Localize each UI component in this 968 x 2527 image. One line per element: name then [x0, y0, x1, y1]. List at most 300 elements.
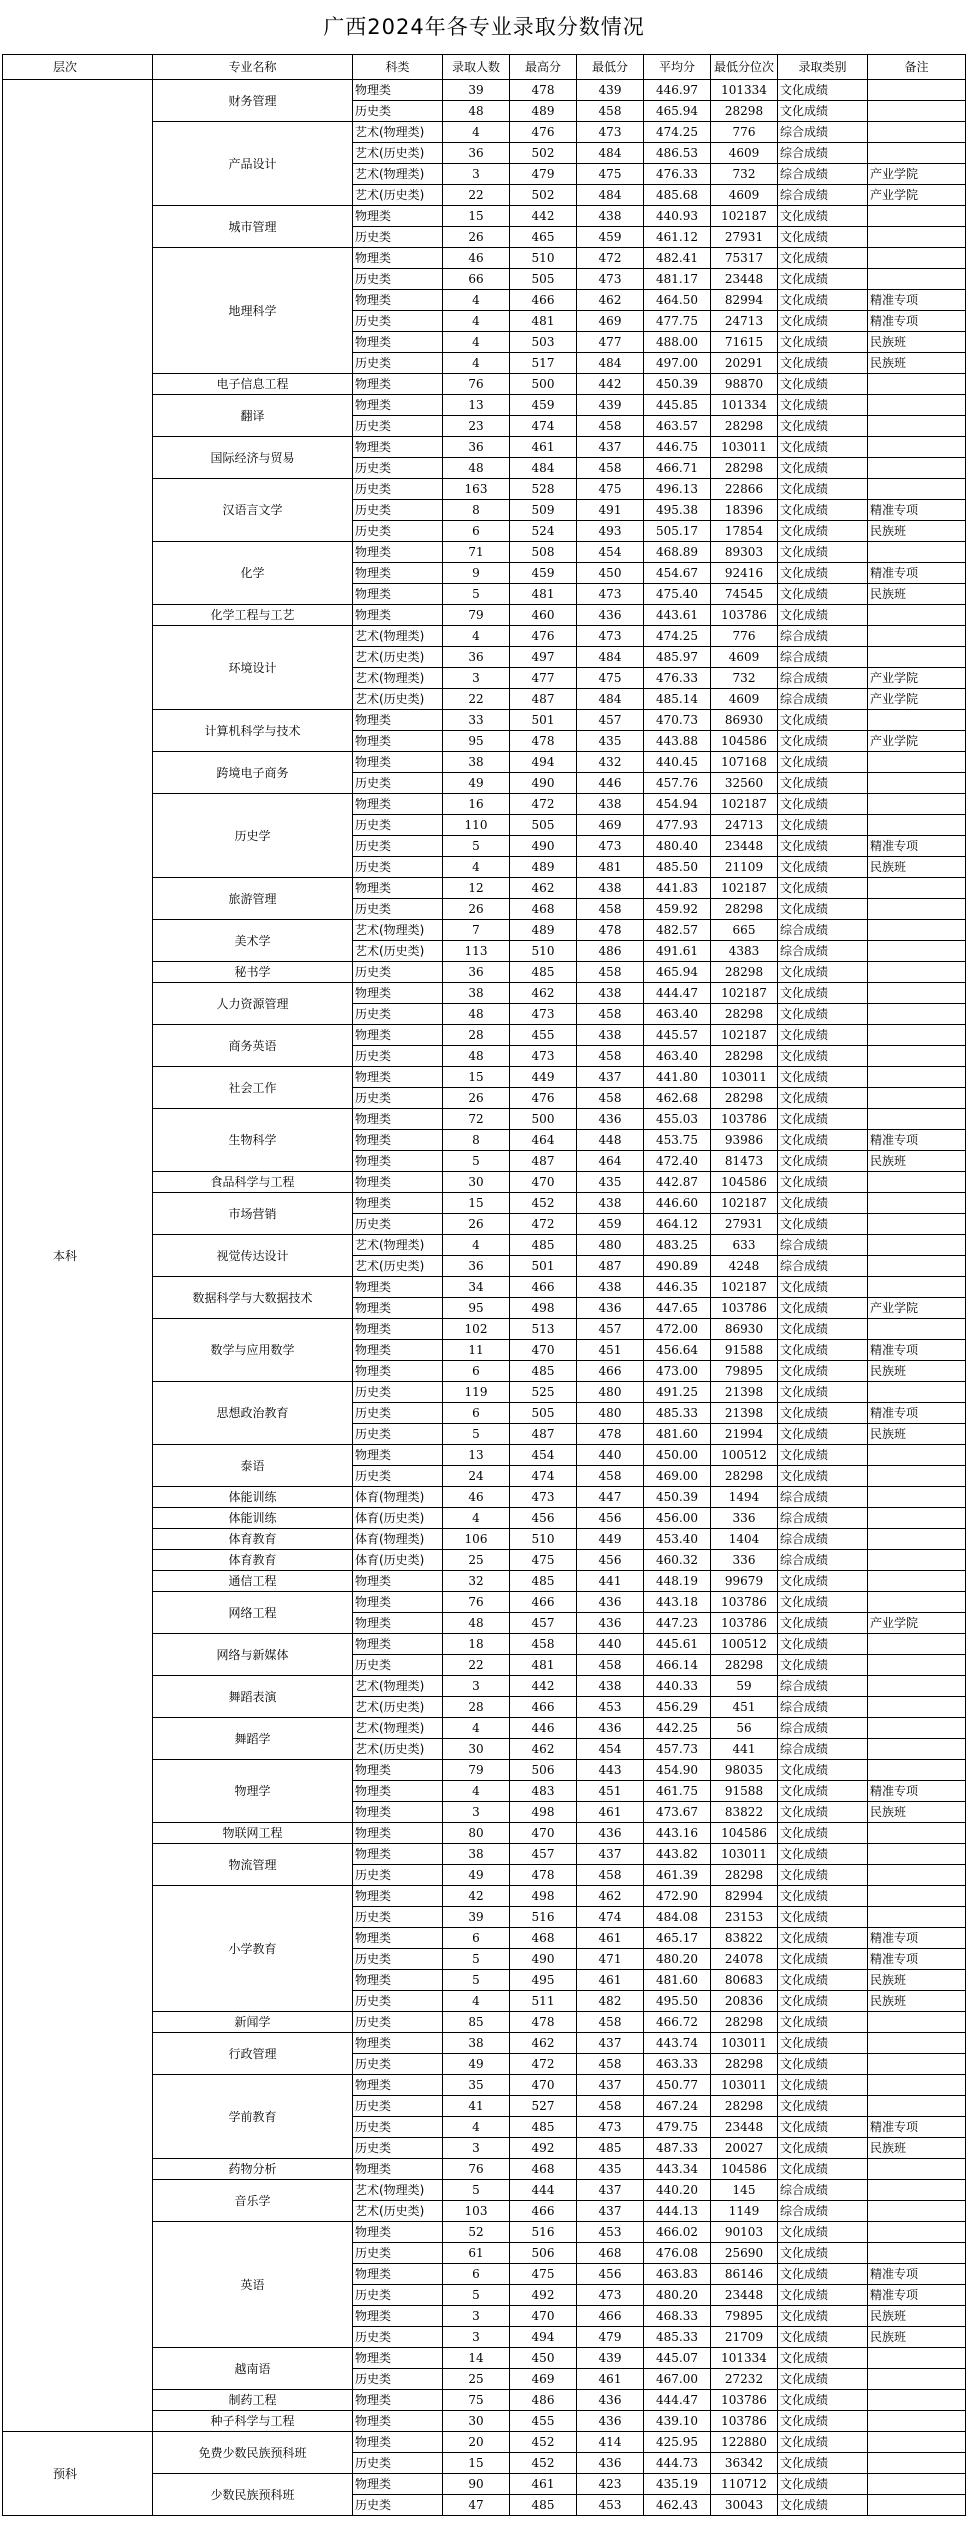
- subject-cell: 艺术(历史类): [353, 1697, 443, 1718]
- min-score-cell: 484: [577, 647, 644, 668]
- major-name-cell: 汉语言文学: [153, 479, 353, 542]
- category-cell: 文化成绩: [778, 1025, 868, 1046]
- avg-score-cell: 443.18: [644, 1592, 711, 1613]
- avg-score-cell: 446.75: [644, 437, 711, 458]
- count-cell: 22: [443, 185, 510, 206]
- count-cell: 4: [443, 1781, 510, 1802]
- note-cell: [868, 1382, 966, 1403]
- category-cell: 文化成绩: [778, 1382, 868, 1403]
- min-rank-cell: 32560: [711, 773, 778, 794]
- avg-score-cell: 467.24: [644, 2096, 711, 2117]
- min-score-cell: 493: [577, 521, 644, 542]
- note-cell: 精准专项: [868, 1928, 966, 1949]
- subject-cell: 历史类: [353, 311, 443, 332]
- subject-cell: 物理类: [353, 752, 443, 773]
- avg-score-cell: 490.89: [644, 1256, 711, 1277]
- avg-score-cell: 443.16: [644, 1823, 711, 1844]
- subject-cell: 艺术(物理类): [353, 122, 443, 143]
- major-name-cell: 舞蹈表演: [153, 1676, 353, 1718]
- min-rank-cell: 103011: [711, 1844, 778, 1865]
- count-cell: 4: [443, 1718, 510, 1739]
- min-score-cell: 450: [577, 563, 644, 584]
- min-score-cell: 437: [577, 437, 644, 458]
- min-score-cell: 472: [577, 248, 644, 269]
- major-name-cell: 地理科学: [153, 248, 353, 374]
- min-rank-cell: 107168: [711, 752, 778, 773]
- subject-cell: 艺术(历史类): [353, 2201, 443, 2222]
- note-cell: [868, 2474, 966, 2495]
- avg-score-cell: 443.82: [644, 1844, 711, 1865]
- min-rank-cell: 17854: [711, 521, 778, 542]
- avg-score-cell: 450.00: [644, 1445, 711, 1466]
- avg-score-cell: 456.29: [644, 1697, 711, 1718]
- category-cell: 文化成绩: [778, 206, 868, 227]
- min-score-cell: 475: [577, 164, 644, 185]
- min-rank-cell: 104586: [711, 1823, 778, 1844]
- category-cell: 文化成绩: [778, 2369, 868, 2390]
- max-score-cell: 517: [510, 353, 577, 374]
- note-cell: [868, 122, 966, 143]
- subject-cell: 历史类: [353, 2285, 443, 2306]
- count-cell: 4: [443, 2117, 510, 2138]
- avg-score-cell: 474.25: [644, 122, 711, 143]
- avg-score-cell: 439.10: [644, 2411, 711, 2432]
- category-cell: 综合成绩: [778, 1529, 868, 1550]
- min-rank-cell: 665: [711, 920, 778, 941]
- subject-cell: 物理类: [353, 1760, 443, 1781]
- max-score-cell: 510: [510, 248, 577, 269]
- min-rank-cell: 28298: [711, 1466, 778, 1487]
- category-cell: 文化成绩: [778, 248, 868, 269]
- count-cell: 49: [443, 1865, 510, 1886]
- min-rank-cell: 21994: [711, 1424, 778, 1445]
- category-cell: 文化成绩: [778, 2411, 868, 2432]
- note-cell: [868, 773, 966, 794]
- max-score-cell: 475: [510, 1550, 577, 1571]
- min-rank-cell: 4609: [711, 143, 778, 164]
- avg-score-cell: 466.72: [644, 2012, 711, 2033]
- min-score-cell: 480: [577, 1403, 644, 1424]
- max-score-cell: 524: [510, 521, 577, 542]
- note-cell: [868, 710, 966, 731]
- category-cell: 文化成绩: [778, 2264, 868, 2285]
- avg-score-cell: 442.25: [644, 1718, 711, 1739]
- subject-cell: 艺术(物理类): [353, 2180, 443, 2201]
- note-cell: [868, 2075, 966, 2096]
- major-name-cell: 视觉传达设计: [153, 1235, 353, 1277]
- max-score-cell: 452: [510, 1193, 577, 1214]
- count-cell: 15: [443, 2453, 510, 2474]
- min-score-cell: 436: [577, 605, 644, 626]
- avg-score-cell: 476.33: [644, 668, 711, 689]
- note-cell: 精准专项: [868, 2117, 966, 2138]
- count-cell: 5: [443, 1949, 510, 1970]
- category-cell: 综合成绩: [778, 1718, 868, 1739]
- min-rank-cell: 451: [711, 1697, 778, 1718]
- count-cell: 6: [443, 521, 510, 542]
- note-cell: [868, 1235, 966, 1256]
- count-cell: 9: [443, 563, 510, 584]
- subject-cell: 物理类: [353, 1781, 443, 1802]
- min-rank-cell: 103786: [711, 1613, 778, 1634]
- min-score-cell: 473: [577, 836, 644, 857]
- note-cell: 精准专项: [868, 563, 966, 584]
- header-note: 备注: [868, 55, 966, 80]
- min-rank-cell: 27931: [711, 227, 778, 248]
- count-cell: 4: [443, 626, 510, 647]
- avg-score-cell: 444.47: [644, 983, 711, 1004]
- category-cell: 文化成绩: [778, 1403, 868, 1424]
- note-cell: 产业学院: [868, 668, 966, 689]
- max-score-cell: 476: [510, 626, 577, 647]
- subject-cell: 物理类: [353, 395, 443, 416]
- max-score-cell: 490: [510, 836, 577, 857]
- subject-cell: 物理类: [353, 1886, 443, 1907]
- min-rank-cell: 20291: [711, 353, 778, 374]
- category-cell: 文化成绩: [778, 2432, 868, 2453]
- note-cell: [868, 2033, 966, 2054]
- avg-score-cell: 443.74: [644, 2033, 711, 2054]
- avg-score-cell: 468.33: [644, 2306, 711, 2327]
- note-cell: [868, 1571, 966, 1592]
- count-cell: 3: [443, 668, 510, 689]
- major-name-cell: 食品科学与工程: [153, 1172, 353, 1193]
- min-score-cell: 439: [577, 2348, 644, 2369]
- avg-score-cell: 454.94: [644, 794, 711, 815]
- category-cell: 文化成绩: [778, 500, 868, 521]
- max-score-cell: 478: [510, 2012, 577, 2033]
- avg-score-cell: 485.14: [644, 689, 711, 710]
- note-cell: 民族班: [868, 1991, 966, 2012]
- category-cell: 文化成绩: [778, 962, 868, 983]
- max-score-cell: 460: [510, 605, 577, 626]
- subject-cell: 历史类: [353, 1655, 443, 1676]
- max-score-cell: 457: [510, 1844, 577, 1865]
- min-rank-cell: 4383: [711, 941, 778, 962]
- subject-cell: 历史类: [353, 2012, 443, 2033]
- max-score-cell: 502: [510, 143, 577, 164]
- min-score-cell: 436: [577, 1613, 644, 1634]
- max-score-cell: 501: [510, 1256, 577, 1277]
- subject-cell: 艺术(物理类): [353, 626, 443, 647]
- count-cell: 36: [443, 1256, 510, 1277]
- subject-cell: 历史类: [353, 1382, 443, 1403]
- table-row: [3, 80, 966, 101]
- avg-score-cell: 485.50: [644, 857, 711, 878]
- max-score-cell: 466: [510, 290, 577, 311]
- subject-cell: 历史类: [353, 1424, 443, 1445]
- category-cell: 文化成绩: [778, 773, 868, 794]
- major-name-cell: 数学与应用数学: [153, 1319, 353, 1382]
- min-score-cell: 461: [577, 2369, 644, 2390]
- count-cell: 71: [443, 542, 510, 563]
- avg-score-cell: 442.87: [644, 1172, 711, 1193]
- major-name-cell: 物流管理: [153, 1844, 353, 1886]
- note-cell: [868, 1466, 966, 1487]
- max-score-cell: 473: [510, 1487, 577, 1508]
- min-rank-cell: 28298: [711, 962, 778, 983]
- min-score-cell: 484: [577, 689, 644, 710]
- avg-score-cell: 425.95: [644, 2432, 711, 2453]
- category-cell: 文化成绩: [778, 1865, 868, 1886]
- category-cell: 综合成绩: [778, 164, 868, 185]
- major-name-cell: 数据科学与大数据技术: [153, 1277, 353, 1319]
- subject-cell: 历史类: [353, 1046, 443, 1067]
- min-rank-cell: 103011: [711, 2033, 778, 2054]
- max-score-cell: 505: [510, 815, 577, 836]
- subject-cell: 历史类: [353, 2138, 443, 2159]
- min-score-cell: 438: [577, 1193, 644, 1214]
- max-score-cell: 510: [510, 1529, 577, 1550]
- category-cell: 文化成绩: [778, 2012, 868, 2033]
- subject-cell: 物理类: [353, 1130, 443, 1151]
- avg-score-cell: 481.17: [644, 269, 711, 290]
- min-score-cell: 458: [577, 962, 644, 983]
- max-score-cell: 474: [510, 416, 577, 437]
- subject-cell: 艺术(物理类): [353, 920, 443, 941]
- note-cell: [868, 1277, 966, 1298]
- max-score-cell: 490: [510, 1949, 577, 1970]
- min-rank-cell: 21709: [711, 2327, 778, 2348]
- subject-cell: 历史类: [353, 2243, 443, 2264]
- avg-score-cell: 441.83: [644, 878, 711, 899]
- min-rank-cell: 82994: [711, 290, 778, 311]
- subject-cell: 历史类: [353, 1466, 443, 1487]
- subject-cell: 物理类: [353, 710, 443, 731]
- count-cell: 41: [443, 2096, 510, 2117]
- count-cell: 5: [443, 836, 510, 857]
- major-name-cell: 秘书学: [153, 962, 353, 983]
- max-score-cell: 470: [510, 1172, 577, 1193]
- count-cell: 76: [443, 374, 510, 395]
- count-cell: 5: [443, 1424, 510, 1445]
- avg-score-cell: 482.57: [644, 920, 711, 941]
- min-rank-cell: 103786: [711, 2411, 778, 2432]
- count-cell: 25: [443, 2369, 510, 2390]
- min-score-cell: 473: [577, 626, 644, 647]
- min-rank-cell: 102187: [711, 206, 778, 227]
- category-cell: 文化成绩: [778, 290, 868, 311]
- avg-score-cell: 445.57: [644, 1025, 711, 1046]
- major-name-cell: 商务英语: [153, 1025, 353, 1067]
- category-cell: 文化成绩: [778, 815, 868, 836]
- min-rank-cell: 4248: [711, 1256, 778, 1277]
- note-cell: 产业学院: [868, 731, 966, 752]
- note-cell: [868, 2432, 966, 2453]
- max-score-cell: 492: [510, 2285, 577, 2306]
- max-score-cell: 442: [510, 1676, 577, 1697]
- note-cell: [868, 752, 966, 773]
- count-cell: 49: [443, 773, 510, 794]
- max-score-cell: 489: [510, 101, 577, 122]
- count-cell: 163: [443, 479, 510, 500]
- max-score-cell: 478: [510, 731, 577, 752]
- subject-cell: 历史类: [353, 521, 443, 542]
- category-cell: 综合成绩: [778, 2201, 868, 2222]
- major-name-cell: 市场营销: [153, 1193, 353, 1235]
- category-cell: 文化成绩: [778, 1634, 868, 1655]
- min-rank-cell: 103786: [711, 1298, 778, 1319]
- note-cell: 民族班: [868, 584, 966, 605]
- category-cell: 文化成绩: [778, 1424, 868, 1445]
- min-score-cell: 478: [577, 920, 644, 941]
- subject-cell: 体育(物理类): [353, 1487, 443, 1508]
- min-rank-cell: 103011: [711, 437, 778, 458]
- max-score-cell: 505: [510, 1403, 577, 1424]
- min-rank-cell: 80683: [711, 1970, 778, 1991]
- avg-score-cell: 444.47: [644, 2390, 711, 2411]
- min-rank-cell: 122880: [711, 2432, 778, 2453]
- note-cell: [868, 962, 966, 983]
- note-cell: [868, 647, 966, 668]
- count-cell: 5: [443, 2285, 510, 2306]
- category-cell: 文化成绩: [778, 416, 868, 437]
- max-score-cell: 452: [510, 2453, 577, 2474]
- category-cell: 文化成绩: [778, 332, 868, 353]
- note-cell: 民族班: [868, 1802, 966, 1823]
- category-cell: 文化成绩: [778, 794, 868, 815]
- min-rank-cell: 86930: [711, 710, 778, 731]
- subject-cell: 物理类: [353, 2159, 443, 2180]
- subject-cell: 物理类: [353, 605, 443, 626]
- avg-score-cell: 443.88: [644, 731, 711, 752]
- min-score-cell: 438: [577, 1676, 644, 1697]
- header-avg: 平均分: [644, 55, 711, 80]
- avg-score-cell: 443.61: [644, 605, 711, 626]
- min-score-cell: 423: [577, 2474, 644, 2495]
- max-score-cell: 513: [510, 1319, 577, 1340]
- subject-cell: 物理类: [353, 2411, 443, 2432]
- count-cell: 28: [443, 1025, 510, 1046]
- max-score-cell: 462: [510, 1739, 577, 1760]
- min-rank-cell: 100512: [711, 1634, 778, 1655]
- subject-cell: 物理类: [353, 1277, 443, 1298]
- count-cell: 48: [443, 1046, 510, 1067]
- min-score-cell: 475: [577, 668, 644, 689]
- min-score-cell: 458: [577, 899, 644, 920]
- note-cell: [868, 1487, 966, 1508]
- major-name-cell: 药物分析: [153, 2159, 353, 2180]
- count-cell: 4: [443, 353, 510, 374]
- note-cell: [868, 626, 966, 647]
- max-score-cell: 511: [510, 1991, 577, 2012]
- avg-score-cell: 465.94: [644, 101, 711, 122]
- major-name-cell: 新闻学: [153, 2012, 353, 2033]
- max-score-cell: 457: [510, 1613, 577, 1634]
- major-name-cell: 生物科学: [153, 1109, 353, 1172]
- min-score-cell: 437: [577, 2033, 644, 2054]
- note-cell: [868, 1634, 966, 1655]
- avg-score-cell: 482.41: [644, 248, 711, 269]
- avg-score-cell: 470.73: [644, 710, 711, 731]
- max-score-cell: 466: [510, 1697, 577, 1718]
- note-cell: [868, 206, 966, 227]
- min-score-cell: 437: [577, 2201, 644, 2222]
- category-cell: 文化成绩: [778, 1361, 868, 1382]
- max-score-cell: 481: [510, 584, 577, 605]
- note-cell: 民族班: [868, 1361, 966, 1382]
- min-rank-cell: 28298: [711, 101, 778, 122]
- category-cell: 文化成绩: [778, 2096, 868, 2117]
- min-rank-cell: 74545: [711, 584, 778, 605]
- note-cell: [868, 941, 966, 962]
- subject-cell: 物理类: [353, 1844, 443, 1865]
- category-cell: 文化成绩: [778, 1046, 868, 1067]
- note-cell: [868, 1697, 966, 1718]
- major-name-cell: 财务管理: [153, 80, 353, 122]
- max-score-cell: 487: [510, 689, 577, 710]
- min-score-cell: 466: [577, 1361, 644, 1382]
- count-cell: 8: [443, 500, 510, 521]
- max-score-cell: 494: [510, 752, 577, 773]
- min-score-cell: 458: [577, 2096, 644, 2117]
- count-cell: 7: [443, 920, 510, 941]
- max-score-cell: 501: [510, 710, 577, 731]
- min-score-cell: 446: [577, 773, 644, 794]
- avg-score-cell: 461.75: [644, 1781, 711, 1802]
- major-name-cell: 历史学: [153, 794, 353, 878]
- min-score-cell: 453: [577, 2495, 644, 2516]
- note-cell: [868, 1025, 966, 1046]
- avg-score-cell: 473.00: [644, 1361, 711, 1382]
- subject-cell: 历史类: [353, 857, 443, 878]
- category-cell: 综合成绩: [778, 1235, 868, 1256]
- note-cell: [868, 395, 966, 416]
- max-score-cell: 494: [510, 2327, 577, 2348]
- note-cell: [868, 815, 966, 836]
- min-rank-cell: 145: [711, 2180, 778, 2201]
- count-cell: 61: [443, 2243, 510, 2264]
- subject-cell: 艺术(历史类): [353, 647, 443, 668]
- min-rank-cell: 83822: [711, 1802, 778, 1823]
- min-score-cell: 473: [577, 2285, 644, 2306]
- count-cell: 46: [443, 248, 510, 269]
- max-score-cell: 470: [510, 1823, 577, 1844]
- min-score-cell: 458: [577, 1655, 644, 1676]
- avg-score-cell: 441.80: [644, 1067, 711, 1088]
- subject-cell: 物理类: [353, 1319, 443, 1340]
- avg-score-cell: 457.76: [644, 773, 711, 794]
- avg-score-cell: 476.08: [644, 2243, 711, 2264]
- min-score-cell: 456: [577, 1508, 644, 1529]
- note-cell: 民族班: [868, 1151, 966, 1172]
- min-rank-cell: 23448: [711, 836, 778, 857]
- avg-score-cell: 446.35: [644, 1277, 711, 1298]
- note-cell: [868, 2054, 966, 2075]
- min-rank-cell: 103786: [711, 1592, 778, 1613]
- note-cell: [868, 1676, 966, 1697]
- max-score-cell: 525: [510, 1382, 577, 1403]
- category-cell: 文化成绩: [778, 1907, 868, 1928]
- count-cell: 4: [443, 1235, 510, 1256]
- count-cell: 5: [443, 584, 510, 605]
- min-rank-cell: 24713: [711, 311, 778, 332]
- major-name-cell: 旅游管理: [153, 878, 353, 920]
- note-cell: [868, 920, 966, 941]
- category-cell: 文化成绩: [778, 2474, 868, 2495]
- max-score-cell: 503: [510, 332, 577, 353]
- subject-cell: 艺术(历史类): [353, 1256, 443, 1277]
- min-score-cell: 461: [577, 1970, 644, 1991]
- subject-cell: 物理类: [353, 1172, 443, 1193]
- min-score-cell: 484: [577, 353, 644, 374]
- max-score-cell: 459: [510, 395, 577, 416]
- min-score-cell: 440: [577, 1445, 644, 1466]
- note-cell: [868, 458, 966, 479]
- note-cell: 民族班: [868, 857, 966, 878]
- note-cell: [868, 2453, 966, 2474]
- note-cell: [868, 983, 966, 1004]
